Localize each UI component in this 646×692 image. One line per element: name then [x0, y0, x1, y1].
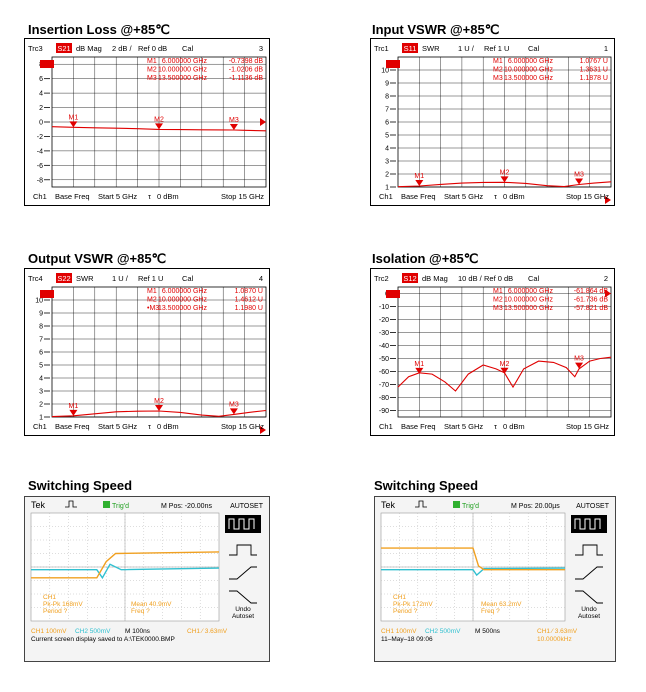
- iso-readout-freq-M1: 6.000000 GHz: [507, 288, 553, 295]
- ovswr-ytick: 4: [39, 375, 43, 383]
- ivswr-cal-label: Cal: [528, 44, 540, 53]
- il-ytick: 4: [39, 90, 43, 98]
- ivswr-readout-name-M3: M3: [493, 75, 503, 82]
- ovswr-marker-M2: [155, 405, 163, 411]
- sw1-autoset: AUTOSET: [230, 503, 263, 510]
- sw2-meas-pkpk: Pk-Pk 172mV: [393, 601, 433, 608]
- ovswr-footer-ch: Ch1: [33, 422, 47, 431]
- ivswr-readout-name-M2: M2: [493, 66, 503, 74]
- iso-ytick: -60: [378, 369, 389, 376]
- ovswr-ref-badge: [40, 290, 54, 298]
- switching-speed-scope-2: [374, 496, 616, 662]
- switching-speed-scope-1: [24, 496, 270, 662]
- iso-footer-power: 0 dBm: [503, 422, 525, 431]
- sw2-bottom-ch2: CH2 500mV: [425, 628, 461, 635]
- iso-readout-freq-M3: 13.500000 GHz: [503, 305, 553, 312]
- sw2-meas-mean: Mean 63.2mV: [481, 601, 522, 608]
- ivswr-marker-label-M1: M1: [414, 172, 425, 180]
- iso-ytick: -80: [378, 395, 389, 402]
- il-readout-name-M3: M3: [147, 75, 157, 82]
- ovswr-ytick: 5: [39, 362, 43, 370]
- ivswr-ref-label: Ref 1 U: [484, 44, 510, 53]
- sw1-undo-autoset: Autoset: [231, 613, 255, 620]
- ivswr-marker-M2: [501, 176, 509, 182]
- sw2-svg: [375, 497, 615, 661]
- sw2-meas-freq: Freq ?: [481, 608, 500, 615]
- il-ytick: -4: [36, 148, 43, 156]
- sw2-bottom-info: 11–May–18 09:06: [381, 636, 433, 643]
- ivswr-trace-label: Trc1: [374, 44, 389, 53]
- ivswr-ytick: 2: [385, 171, 389, 179]
- il-ytick: -8: [36, 177, 43, 185]
- ivswr-ytick: 8: [385, 93, 389, 101]
- sw2-bottom-ch1: CH1 100mV: [381, 628, 417, 635]
- il-readout-value-M3: -1.1136 dB: [229, 75, 263, 82]
- ovswr-readout-value-M2: 1.4612 U: [234, 296, 263, 304]
- iso-ref-label: Ref 0 dB: [484, 274, 514, 283]
- sw1-meas-freq: Freq ?: [131, 608, 150, 615]
- switching-speed-title-1: Switching Speed: [28, 478, 133, 493]
- il-marker-M2: [155, 123, 163, 129]
- ivswr-footer-start: Start 5 GHz: [444, 192, 484, 201]
- sw2-meas-period: Period ?: [393, 608, 418, 615]
- sw1-mpos: M Pos: -20.00ns: [161, 503, 212, 510]
- iso-ytick: -50: [378, 356, 389, 363]
- output-vswr-chart: [24, 268, 270, 436]
- ovswr-readout-freq-M3: 13.500000 GHz: [157, 305, 207, 312]
- ivswr-readout-name-M1: M1: [493, 58, 503, 65]
- iso-marker-M2: [501, 368, 509, 374]
- sw1-meas-pkpk: Pk-Pk 168mV: [43, 601, 83, 608]
- il-readout-name-M1: M1: [147, 58, 157, 65]
- iso-trace-num: 2: [603, 274, 608, 283]
- ovswr-readout-value-M1: 1.0870 U: [234, 288, 263, 295]
- iso-svg: [371, 269, 614, 435]
- ivswr-ytick: 9: [385, 80, 389, 88]
- il-footer-power: 0 dBm: [157, 192, 179, 201]
- sw1-bottom-trig: CH1 ∕ 3.63mV: [187, 628, 228, 635]
- ovswr-readout-value-M3: 1.1980 U: [234, 305, 263, 312]
- il-footer-tau: τ: [148, 192, 151, 201]
- il-param-label: S21: [57, 44, 71, 53]
- switching-speed-title-2: Switching Speed: [374, 478, 479, 493]
- ovswr-marker-M1: [69, 410, 77, 416]
- ivswr-readout-value-M3: 1.1878 U: [579, 75, 608, 82]
- il-scale-label: 2 dB /: [112, 44, 132, 53]
- iso-footer-stop: Stop 15 GHz: [566, 422, 609, 431]
- ivswr-format-label: SWR: [422, 44, 440, 53]
- sw2-undo-autoset: Autoset: [577, 613, 601, 620]
- iso-ytick: -40: [378, 343, 389, 350]
- iso-readout-name-M3: M3: [493, 305, 503, 312]
- ivswr-readout-freq-M1: 6.000000 GHz: [507, 58, 553, 65]
- iso-ytick: -30: [378, 330, 389, 337]
- ovswr-scale-label: 1 U /: [112, 274, 128, 283]
- insertion-loss-title: Insertion Loss @+85℃: [28, 22, 170, 37]
- sw2-brand: Tek: [381, 500, 396, 510]
- sw2-status-dot: [453, 501, 460, 508]
- il-readout-value-M1: -0.7398 dB: [228, 58, 263, 65]
- sw1-brand: Tek: [31, 500, 46, 510]
- sw1-bottom-m: M 100ns: [125, 628, 150, 635]
- ovswr-format-label: SWR: [76, 274, 94, 283]
- iso-ref-badge: [386, 290, 400, 298]
- sw1-undo: Undo: [235, 606, 251, 613]
- ivswr-ref-badge: [386, 60, 400, 68]
- iso-readout-freq-M2: 10.000000 GHz: [503, 296, 553, 304]
- ivswr-trace-num: 1: [603, 44, 608, 53]
- ovswr-ref-label: Ref 1 U: [138, 274, 164, 283]
- sw2-meas-ch: CH1: [393, 594, 407, 601]
- ivswr-marker-M3: [575, 179, 583, 185]
- il-marker-M3: [230, 124, 238, 130]
- sw1-svg: [25, 497, 269, 661]
- il-trace-label: Trc3: [28, 44, 43, 53]
- il-footer-base: Base Freq: [55, 192, 90, 201]
- iso-marker-label-M1: M1: [414, 360, 425, 368]
- ivswr-readout-freq-M2: 10.000000 GHz: [503, 66, 553, 74]
- il-footer-start: Start 5 GHz: [98, 192, 138, 201]
- il-readout-freq-M2: 10.000000 GHz: [157, 66, 207, 74]
- sw2-mpos: M Pos: 20.00µs: [511, 503, 560, 510]
- ivswr-ytick: 3: [385, 158, 389, 166]
- ivswr-ytick: 7: [385, 106, 389, 114]
- iso-footer-start: Start 5 GHz: [444, 422, 484, 431]
- ivswr-footer-power: 0 dBm: [503, 192, 525, 201]
- ivswr-readout-freq-M3: 13.500000 GHz: [503, 75, 553, 82]
- sw1-bottom-ch2: CH2 500mV: [75, 628, 111, 635]
- sw2-autoset: AUTOSET: [576, 503, 609, 510]
- iso-ytick: -90: [378, 408, 389, 415]
- sw2-undo: Undo: [581, 606, 597, 613]
- ivswr-scale-label: 1 U /: [458, 44, 474, 53]
- ovswr-ytick: 7: [39, 336, 43, 344]
- iso-trace-label: Trc2: [374, 274, 389, 283]
- ovswr-trace-num: 4: [258, 274, 263, 283]
- isolation-chart: [370, 268, 615, 436]
- ovswr-ytick: 3: [39, 388, 43, 396]
- ovswr-footer-tau: τ: [148, 422, 151, 431]
- ovswr-ytick: 1: [39, 414, 43, 422]
- ivswr-marker-M1: [415, 180, 423, 186]
- iso-marker-M3: [575, 363, 583, 369]
- iso-ytick: -70: [378, 382, 389, 389]
- iso-format-label: dB Mag: [422, 274, 448, 283]
- il-footer-stop: Stop 15 GHz: [221, 192, 264, 201]
- ivswr-footer-stop: Stop 15 GHz: [566, 192, 609, 201]
- iso-readout-value-M3: -57.821 dB: [573, 305, 608, 312]
- sw1-meas-ch: CH1: [43, 594, 57, 601]
- ivswr-footer-ch: Ch1: [379, 192, 393, 201]
- sw1-bottom-info: Current screen display saved to A:\TEK0000.BMP: [31, 636, 175, 643]
- ovswr-ytick: 9: [39, 310, 43, 318]
- il-ref-label: Ref 0 dB: [138, 44, 168, 53]
- sw2-bottom-m: M 500ns: [475, 628, 500, 635]
- iso-ytick: -10: [378, 304, 389, 311]
- ovswr-ytick: 8: [39, 323, 43, 331]
- ovswr-marker-label-M3: M3: [229, 401, 239, 409]
- sw2-status: Trig'd: [462, 503, 480, 510]
- il-ytick: 2: [39, 105, 43, 113]
- iso-readout-name-M1: M1: [493, 288, 503, 295]
- il-format-label: dB Mag: [76, 44, 102, 53]
- sw1-bottom-ch1: CH1 100mV: [31, 628, 67, 635]
- ovswr-footer-start: Start 5 GHz: [98, 422, 138, 431]
- il-readout-freq-M3: 13.500000 GHz: [157, 75, 207, 82]
- ivswr-param-label: S11: [403, 44, 417, 53]
- ovswr-readout-name-M3: •M3: [147, 305, 160, 312]
- iso-marker-label-M3: M3: [574, 355, 584, 363]
- ivswr-svg: [371, 39, 614, 205]
- il-footer-ch: Ch1: [33, 192, 47, 201]
- il-marker-label-M2: M2: [154, 116, 164, 124]
- il-ref-badge: [40, 60, 54, 68]
- sw2-wave-button-1[interactable]: [571, 515, 607, 533]
- ovswr-svg: [25, 269, 269, 435]
- sw1-meas-mean: Mean 40.9mV: [131, 601, 172, 608]
- iso-readout-value-M2: -61.736 dB: [573, 296, 608, 304]
- ivswr-ytick: 10: [381, 67, 389, 75]
- ovswr-marker-label-M2: M2: [154, 398, 164, 406]
- ovswr-ytick: 6: [39, 349, 43, 357]
- ivswr-marker-label-M2: M2: [499, 169, 510, 177]
- iso-param-label: S12: [403, 274, 417, 283]
- sw1-status: Trig'd: [112, 503, 130, 510]
- ovswr-param-label: S22: [57, 274, 71, 283]
- sw2-bottom-trig: CH1 ∕ 3.63mV: [537, 628, 578, 635]
- ovswr-readout-freq-M2: 10.000000 GHz: [157, 296, 207, 304]
- il-ref-arrow: [260, 118, 266, 126]
- ovswr-marker-label-M1: M1: [68, 402, 79, 410]
- ovswr-readout-name-M1: M1: [147, 288, 157, 295]
- iso-readout-name-M2: M2: [493, 296, 503, 304]
- ivswr-ytick: 6: [385, 119, 389, 127]
- il-ytick: -2: [36, 133, 43, 141]
- il-marker-label-M1: M1: [68, 114, 79, 122]
- sw1-wave-button-1[interactable]: [225, 515, 261, 533]
- ivswr-ytick: 1: [385, 184, 389, 192]
- ivswr-readout-value-M2: 1.3631 U: [579, 66, 608, 74]
- sw1-meas-period: Period ?: [43, 608, 68, 615]
- input-vswr-title: Input VSWR @+85℃: [372, 22, 500, 37]
- sw2-bottom-date: 10.0000kHz: [537, 636, 572, 643]
- output-vswr-title: Output VSWR @+85℃: [28, 251, 167, 266]
- il-ytick: 0: [39, 119, 43, 127]
- ivswr-readout-value-M1: 1.0767 U: [579, 58, 608, 65]
- input-vswr-chart: [370, 38, 615, 206]
- ovswr-trace-label: Trc4: [28, 274, 43, 283]
- iso-footer-tau: τ: [494, 422, 497, 431]
- iso-readout-value-M1: -61.864 dB: [573, 288, 608, 295]
- isolation-title: Isolation @+85℃: [372, 251, 479, 266]
- ovswr-cal-label: Cal: [182, 274, 194, 283]
- iso-cal-label: Cal: [528, 274, 540, 283]
- ovswr-ytick: 10: [35, 297, 43, 305]
- il-ytick: 6: [39, 76, 43, 84]
- ovswr-footer-power: 0 dBm: [157, 422, 179, 431]
- ovswr-readout-freq-M1: 6.000000 GHz: [161, 288, 207, 295]
- ovswr-ytick: 2: [39, 401, 43, 409]
- insertion-loss-chart: [24, 38, 270, 206]
- iso-ytick: -20: [378, 317, 389, 324]
- il-cal-label: Cal: [182, 44, 194, 53]
- ivswr-footer-base: Base Freq: [401, 192, 436, 201]
- ovswr-footer-stop: Stop 15 GHz: [221, 422, 264, 431]
- ovswr-footer-base: Base Freq: [55, 422, 90, 431]
- il-readout-value-M2: -1.0206 dB: [228, 66, 263, 74]
- il-marker-label-M3: M3: [229, 117, 239, 125]
- il-marker-M1: [69, 121, 77, 127]
- ivswr-footer-tau: τ: [494, 192, 497, 201]
- ovswr-readout-name-M2: M2: [147, 296, 157, 304]
- iso-footer-ch: Ch1: [379, 422, 393, 431]
- ivswr-marker-label-M3: M3: [574, 171, 584, 179]
- il-readout-name-M2: M2: [147, 66, 157, 74]
- iso-scale-label: 10 dB /: [458, 274, 482, 283]
- il-svg: [25, 39, 269, 205]
- iso-marker-label-M2: M2: [499, 360, 510, 368]
- il-ytick: -6: [36, 162, 43, 170]
- iso-footer-base: Base Freq: [401, 422, 436, 431]
- sw1-status-dot: [103, 501, 110, 508]
- ivswr-ytick: 4: [385, 145, 389, 153]
- il-trace-num: 3: [258, 44, 263, 53]
- il-readout-freq-M1: 6.000000 GHz: [161, 58, 207, 65]
- ivswr-ytick: 5: [385, 132, 389, 140]
